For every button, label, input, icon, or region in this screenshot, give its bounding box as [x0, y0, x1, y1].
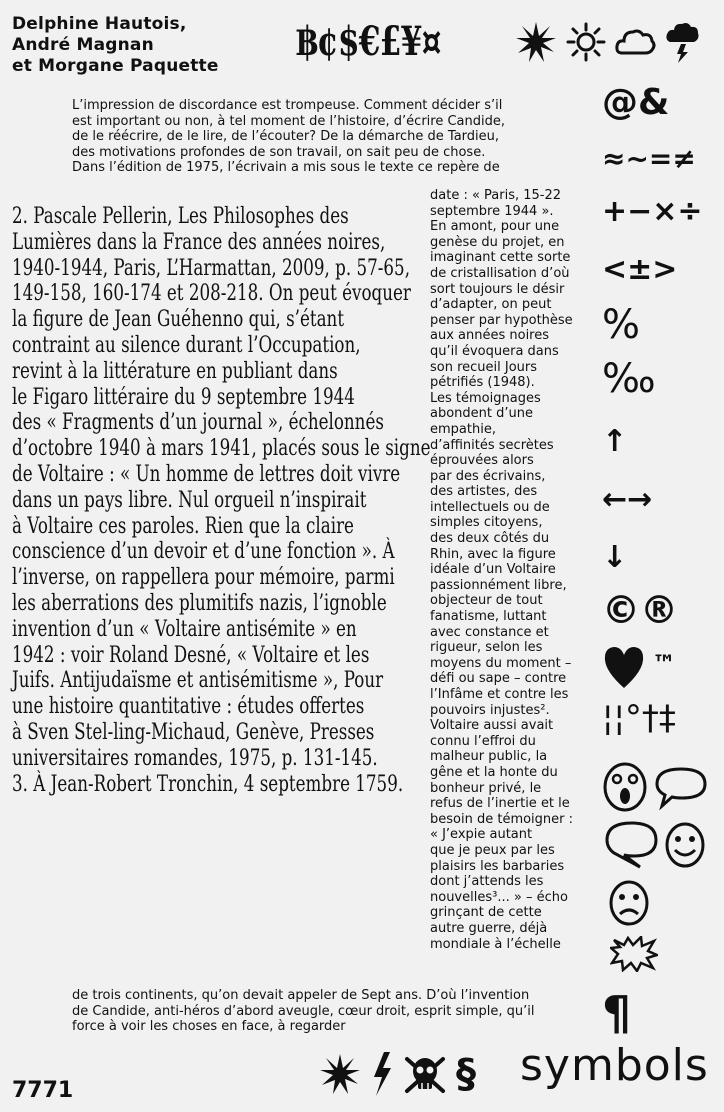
text-line: l’Infâme et contre les — [430, 687, 569, 702]
text-line: des deux côtés du — [430, 531, 550, 547]
lightning-icon — [370, 1051, 394, 1097]
footnotes-block — [12, 204, 431, 797]
text-line: moyens du moment – — [430, 655, 572, 671]
explosion-icon — [610, 936, 658, 972]
approx-tilde-equal-glyphs: ≈~=≠ — [602, 142, 696, 175]
text-line: dont j’attends les — [430, 874, 544, 890]
footnote-line: l’inverse, on rappellera pour mémoire, parmi — [12, 565, 395, 591]
text-line: d’adapter, on peut — [430, 297, 552, 313]
footnote-line: universitaires romandes, 1975, p. 131-145. — [12, 745, 378, 771]
currency-glyphs: ฿¢$€£¥¤ — [296, 18, 441, 65]
trademark-glyph: ™ — [652, 650, 676, 678]
footnote-line: invention d’un « Voltaire antisémite » en — [12, 616, 357, 642]
author-line: et Morgane Paquette — [12, 56, 219, 76]
text-line: penser par hypothèse — [430, 312, 573, 328]
smiley-face-icon — [664, 822, 706, 868]
text-line: Dans l’édition de 1975, l’écrivain a mis sous le texte ce repère de — [72, 160, 500, 175]
text-line: son recueil Jours — [430, 359, 538, 375]
arrow-left-right-icon: ←→ — [602, 482, 653, 517]
top-glyph-row — [296, 12, 700, 72]
footnote-line: Juifs. Antijudaïsme et antisémitisme », Pour — [12, 668, 384, 694]
text-line: En amont, pour une — [430, 219, 560, 235]
text-line: des artistes, des — [430, 484, 538, 500]
footnote-line: d’octobre 1940 à mars 1941, placés sous le signe — [12, 436, 431, 462]
text-line: idéale d’un Voltaire — [430, 562, 556, 578]
footnote-line: de Voltaire : « Un homme de lettres doit vivre — [12, 461, 401, 487]
comparison-glyphs: <±> — [602, 252, 678, 287]
bar-degree-dagger-glyphs: ¦¦°†‡ — [602, 698, 676, 738]
text-line: par des écrivains, — [430, 468, 546, 484]
text-line: imaginant cette sorte — [430, 250, 571, 266]
text-line: malheur public, la — [430, 749, 548, 765]
text-line: éprouvées alors — [430, 453, 534, 469]
text-line: force à voir les choses en face, à regarder — [72, 1019, 346, 1034]
at-ampersand-glyphs: @& — [602, 82, 670, 123]
text-line: passionnément libre, — [430, 577, 567, 593]
speech-bubble-icon — [654, 766, 708, 810]
footnote-line: dans un pays libre. Nul orgueil n’inspirait — [12, 487, 367, 513]
footnote-line: à Sven Stel-ling-Michaud, Genève, Presses — [12, 719, 375, 745]
text-line: rigueur, selon les — [430, 640, 543, 656]
authors-block — [12, 14, 302, 77]
footnote-line: la figure de Jean Guéhenno qui, s’étant — [12, 307, 345, 333]
permille-glyph: ‰ — [602, 356, 656, 402]
text-line: autre guerre, déjà — [430, 920, 548, 936]
math-operator-glyphs: +−×÷ — [602, 194, 703, 229]
bottom-glyph-row — [318, 1046, 476, 1102]
text-line: septembre 1944 ». — [430, 203, 554, 219]
sun-icon — [566, 22, 606, 62]
text-line: empathie, — [430, 421, 496, 437]
footnote-line: 2. Pascale Pellerin, Les Philosophes des — [12, 204, 349, 229]
footnote-line: Lumières dans la France des années noires, — [12, 229, 386, 255]
burst-icon — [318, 1052, 362, 1096]
footnote-line: les aberrations des plumitifs nazis, l’ignoble — [12, 590, 387, 616]
text-line: genèse du projet, en — [430, 234, 565, 250]
text-line: grinçant de cette — [430, 905, 542, 921]
arrow-down-icon: ↓ — [602, 540, 628, 575]
text-line: abondent d’une — [430, 406, 533, 422]
text-line: bonheur privé, le — [430, 780, 542, 796]
text-line: sort toujours le désir — [430, 281, 565, 297]
closing-paragraph — [72, 988, 602, 1035]
cloud-icon — [614, 25, 656, 59]
text-line: simples citoyens, — [430, 515, 543, 531]
text-line: Voltaire aussi avait — [430, 718, 554, 734]
text-line: mondiale à l’échelle — [430, 936, 561, 952]
text-line: est important ou non, à tel moment de l’histoire, d’écrire Candide, — [72, 113, 506, 129]
surprised-face-icon — [602, 762, 648, 812]
text-line: besoin de témoigner : — [430, 811, 574, 827]
footnote-line: 149-158, 160-174 et 208-218. On peut évoquer — [12, 281, 411, 307]
text-line: de trois continents, qu’on devait appeler de Sept ans. D’où l’invention — [72, 988, 530, 1003]
footnote-line: contraint au silence durant l’Occupation, — [12, 332, 361, 358]
text-line: que je peux par les — [430, 842, 555, 858]
arrow-up-icon: ↑ — [602, 424, 628, 459]
footnote-line: 1940-1944, Paris, L’Harmattan, 2009, p. 57-65, — [12, 255, 411, 281]
text-line: Rhin, avec la figure — [430, 546, 556, 562]
sad-face-icon — [608, 880, 650, 926]
author-line: Delphine Hautois, — [12, 14, 187, 34]
text-line: L’impression de discordance est trompeuse. Comment décider s’il — [72, 98, 503, 113]
footnote-line: le Figaro littéraire du 9 septembre 1944 — [12, 384, 355, 410]
text-line: « J’expie autant — [430, 827, 533, 843]
text-line: Les témoignages — [430, 390, 541, 406]
text-line: des motivations profondes de son travail, on sait peu de chose. — [72, 144, 486, 160]
text-line: intellectuels ou de — [430, 499, 550, 515]
sun-burst-icon — [514, 20, 558, 64]
text-line: connu l’effroi du — [430, 733, 536, 749]
page-folio: 7771 — [12, 1078, 74, 1103]
section-sign-icon: § — [456, 1051, 476, 1097]
text-line: de cristallisation d’où — [430, 265, 570, 281]
text-line: date : « Paris, 15-22 — [430, 188, 562, 203]
text-line: de le réécrire, de le lire, de l’écouter? De la démarche de Tardieu, — [72, 129, 500, 144]
footnote-line: revint à la littérature en publiant dans — [12, 358, 338, 384]
text-line: défi ou sape – contre — [430, 671, 567, 687]
footnote-line: à Voltaire ces paroles. Rien que la claire — [12, 513, 354, 539]
author-line: André Magnan — [12, 35, 154, 55]
text-line: aux années noires — [430, 328, 550, 344]
percent-glyph: % — [602, 302, 641, 348]
skull-crossbones-icon — [402, 1051, 448, 1097]
text-line: avec constance et — [430, 624, 549, 640]
thought-bubble-icon — [604, 820, 660, 870]
intro-paragraph — [72, 98, 602, 176]
text-line: de Candide, anti-héros d’abord aveugle, cœur droit, esprit simple, qu’il — [72, 1003, 535, 1019]
text-line: plaisirs les barbaries — [430, 858, 565, 874]
side-column-text — [430, 188, 598, 952]
pilcrow-glyph: ¶ — [602, 986, 632, 1040]
text-line: pouvoirs injustes². — [430, 702, 550, 718]
footnote-line: 3. À Jean-Robert Tronchin, 4 septembre 1759. — [12, 771, 404, 797]
text-line: gêne et la honte du — [430, 764, 558, 780]
footnote-line: une histoire quantitative : études offertes — [12, 694, 365, 720]
text-line: objecteur de tout — [430, 593, 543, 609]
text-line: refus de l’inertie et le — [430, 796, 570, 812]
footnote-line: 1942 : voir Roland Desné, « Voltaire et les — [12, 642, 370, 668]
storm-cloud-icon — [664, 20, 700, 64]
copyright-registered-glyphs: ©® — [602, 588, 678, 632]
footnote-line: conscience d’un devoir et d’une fonction ». À — [12, 539, 395, 565]
heart-icon — [602, 644, 646, 690]
text-line: nouvelles³... » – écho — [430, 889, 568, 905]
text-line: pétrifiés (1948). — [430, 375, 535, 391]
text-line: fanatisme, luttant — [430, 609, 547, 625]
symbols-wordmark: symbols — [520, 1040, 709, 1091]
footnote-line: des « Fragments d’un journal », échelonnés — [12, 410, 384, 436]
text-line: d’affinités secrètes — [430, 437, 554, 453]
text-line: qu’il évoquera dans — [430, 343, 559, 359]
